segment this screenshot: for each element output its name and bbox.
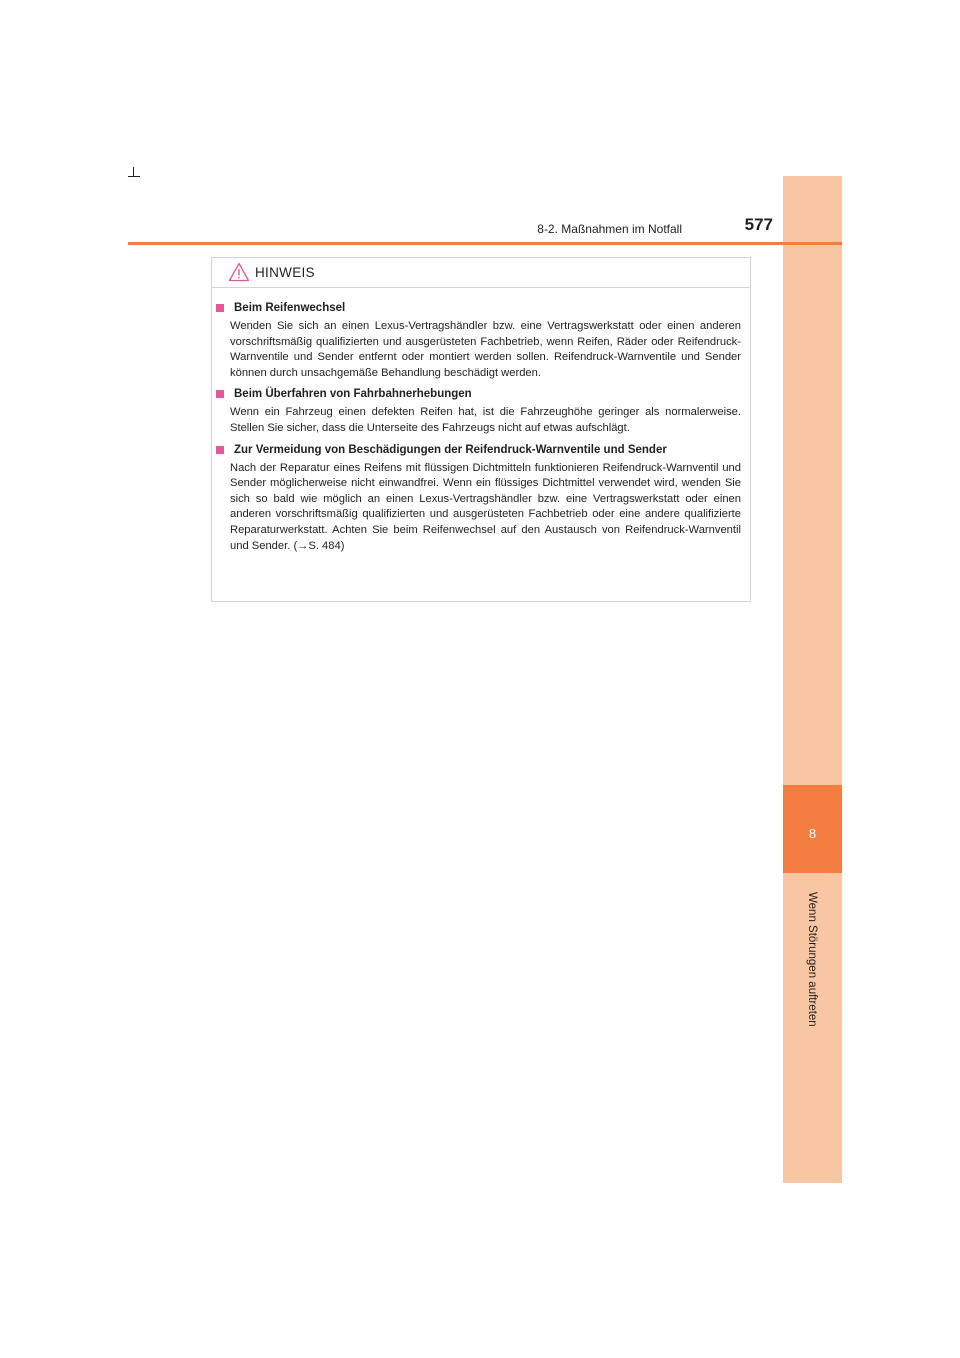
square-bullet-icon bbox=[216, 304, 224, 312]
notice-item bbox=[212, 387, 750, 436]
notice-item-heading bbox=[216, 443, 750, 458]
notice-item-heading bbox=[216, 301, 750, 316]
chapter-number: 8 bbox=[808, 826, 817, 841]
notice-header bbox=[212, 258, 750, 288]
notice-item-heading-text: Beim Überfahren von Fahrbahnerhebungen bbox=[234, 388, 472, 401]
chapter-title: Wenn Störungen auftreten bbox=[806, 892, 818, 1027]
chapter-side-tab bbox=[783, 176, 842, 1183]
notice-item-heading-text: Beim Reifenwechsel bbox=[234, 302, 346, 314]
notice-item bbox=[212, 443, 750, 555]
notice-item-heading-text: Zur Vermeidung von Beschädigungen der Reifendruck-Warnventile und Sender bbox=[234, 443, 667, 456]
section-title: 8-2. Maßnahmen im Notfall bbox=[537, 222, 682, 236]
notice-item-text: Wenden Sie sich an einen Lexus-Vertragshändler bzw. eine Vertragswerkstatt oder einen anderen vorschriftsmäßig qualifizierten und ausgerüsteten Fachbetrieb, wenn Reifen, Räder oder Reifendruck-Warnventile und Sender entfernt oder montiert werden sollen. Reifendruck-Warnventile und Sender können durch unsachgemäße Behandlung beschädigt werden. bbox=[230, 320, 741, 379]
warning-triangle-icon bbox=[228, 262, 250, 282]
notice-item-text: Wenn ein Fahrzeug einen defekten Reifen hat, ist die Fahrzeughöhe geringer als normalerweise. Stellen Sie sicher, dass die Unterseite des Fahrzeugs nicht auf etwas aufschlägt. bbox=[230, 406, 741, 434]
page-number: 577 bbox=[744, 215, 773, 234]
square-bullet-icon bbox=[216, 390, 224, 398]
notice-box bbox=[211, 257, 751, 602]
notice-body bbox=[212, 301, 750, 560]
notice-item-text: Nach der Reparatur eines Reifens mit flüssigen Dichtmitteln funktionieren Reifendruck-Warnventil und Sender möglicherweise nicht einwandfrei. Wenn ein flüssiges Dichtmittel verwendet wird, wenden Sie sich so bald wie möglich an einen Lexus-Vertragshändler bzw. eine Vertragswerkstatt oder einen anderen vorschriftsmäßig qualifizierten und ausgerüsteten Fachbetrieb oder eine andere qualifizierte Reparaturwerkstatt. Achten Sie beim Reifenwechsel auf den Austausch von Reifendruck-Warnventil und Sender. (→S. 484) bbox=[230, 461, 741, 552]
notice-title: HINWEIS bbox=[255, 265, 315, 280]
crop-mark bbox=[128, 176, 140, 177]
notice-item bbox=[212, 301, 750, 381]
header-rule bbox=[128, 242, 842, 245]
notice-item-heading bbox=[216, 387, 750, 402]
square-bullet-icon bbox=[216, 446, 224, 454]
crop-mark bbox=[133, 167, 134, 177]
